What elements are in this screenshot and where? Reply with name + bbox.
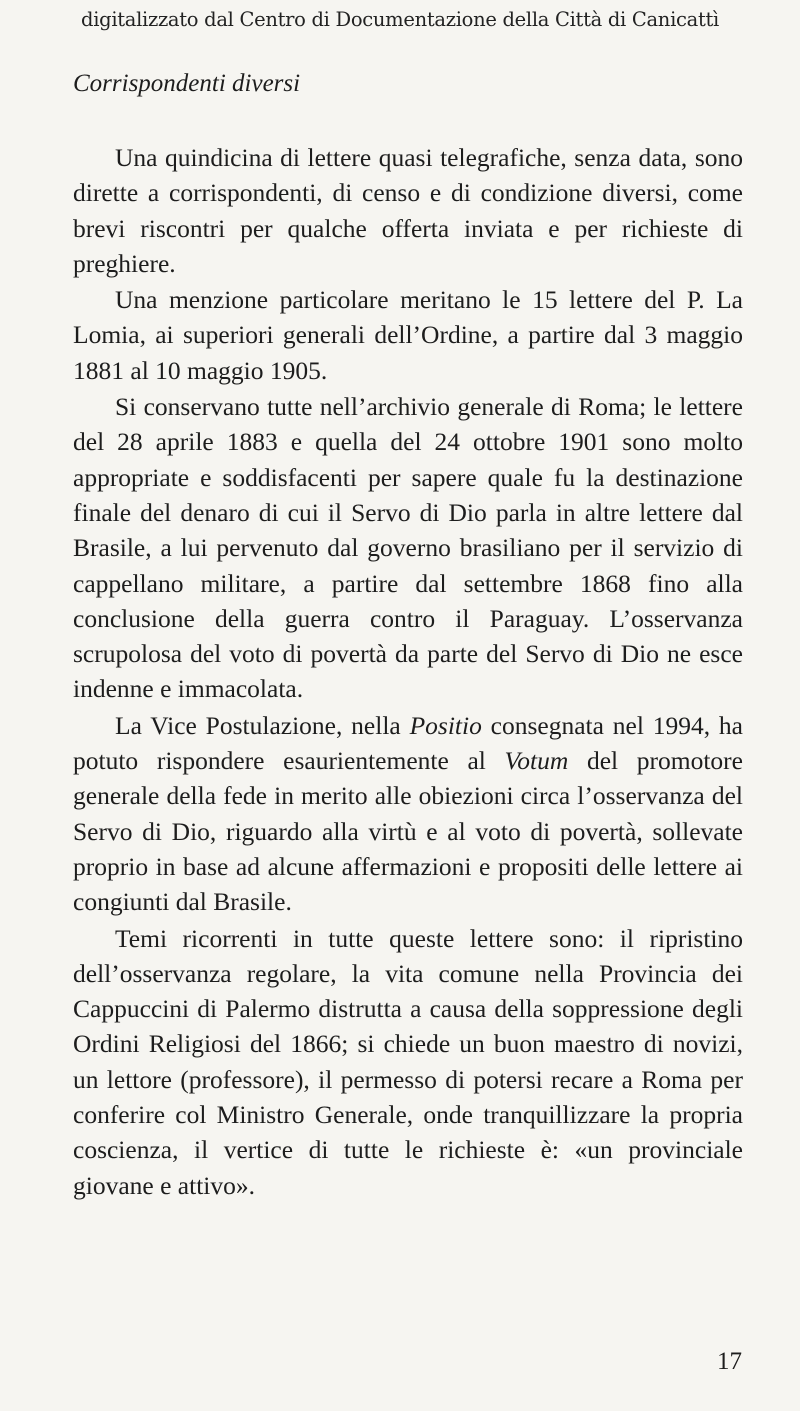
paragraph-4-part-1: La Vice Postulazione, nella [115, 710, 410, 740]
positio-title: Positio [409, 710, 482, 740]
body-text [73, 140, 743, 1203]
paragraph-4-part-2: consegnata nel 1994, ha potuto rispondere esaurientemente al [73, 710, 743, 776]
page-number: 17 [717, 1348, 742, 1375]
paragraph-1: Una quindicina di lettere quasi telegrafiche, senza data, sono dirette a corrispondenti, di censo e di condizione diversi, come brevi riscontri per qualche offerta inviata e per richieste di preghiere. [73, 143, 743, 278]
paragraph-4-part-3: del promotore generale della fede in merito alle obiezioni circa l’osservanza del Servo di Dio, riguardo alla virtù e al voto di povertà, sollevate proprio in base ad alcune affermazioni e propositi delle lettere ai congiunti dal Brasile. [73, 746, 743, 917]
votum-title: Votum [504, 746, 569, 776]
paragraph-4 [73, 708, 743, 920]
paragraph-2: Una menzione particolare meritano le 15 lettere del P. La Lomia, ai superiori generali dell’Ordine, a partire dal 3 maggio 1881 al 10 maggio 1905. [73, 285, 743, 385]
paragraph-5: Temi ricorrenti in tutte queste lettere sono: il ripristino dell’osservanza regolare, la vita comune nella Provincia dei Cappuccini di Palermo distrutta a causa della soppressione degli Ordini Religiosi del 1866; si chiede un buon maestro di novizi, un lettore (professore), il permesso di potersi recare a Roma per conferire col Ministro Generale, onde tranquillizzare la propria coscienza, il vertice di tutte le richieste è: «un provinciale giovane e attivo». [73, 923, 743, 1200]
section-title: Corrispondenti diversi [73, 70, 301, 97]
digitization-watermark: digitalizzato dal Centro di Documentazione della Città di Canicattì [81, 8, 719, 31]
paragraph-3: Si conservano tutte nell’archivio generale di Roma; le lettere del 28 aprile 1883 e quella del 24 ottobre 1901 sono molto appropriate e soddisfacenti per sapere quale fu la destinazione finale del denaro di cui il Servo di Dio parla in altre lettere dal Brasile, a lui pervenuto dal governo brasiliano per il servizio di cappellano militare, a partire dal settembre 1868 fino alla conclusione della guerra contro il Paraguay. L’osservanza scrupolosa del voto di povertà da parte del Servo di Dio ne esce indenne e immacolata. [73, 392, 743, 704]
